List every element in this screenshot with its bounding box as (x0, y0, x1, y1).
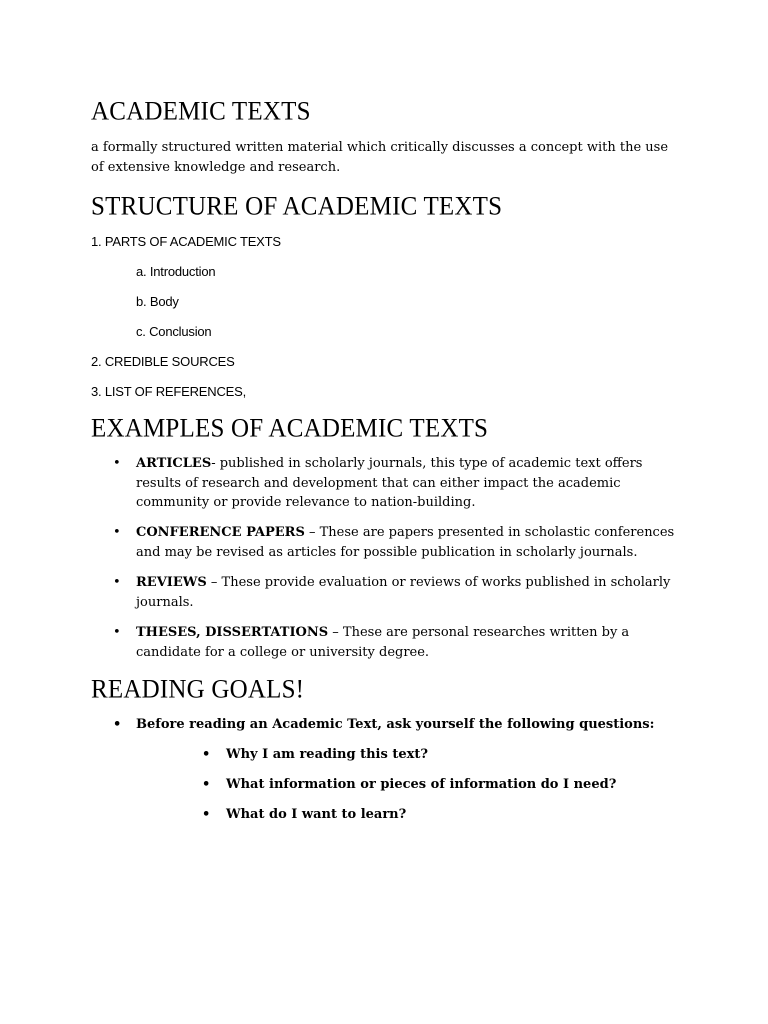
bullet-icon: • (113, 625, 121, 640)
structure-sub-a: a. Introduction (136, 264, 216, 279)
definition-paragraph: a formally structured written material which critically discusses a concept with the use of extensive knowledge and research. (91, 140, 669, 175)
bullet-icon: • (202, 747, 211, 762)
example-item-reviews (113, 573, 683, 612)
bullet-icon: • (202, 807, 211, 822)
question-text: Why I am reading this text? (226, 747, 428, 762)
example-item-articles (113, 454, 683, 513)
question-item (202, 775, 768, 795)
bullet-icon: • (113, 456, 121, 471)
document-page (91, 0, 681, 1024)
example-text: – These provide evaluation or reviews of works published in scholarly journals. (136, 575, 671, 610)
example-text: – These are personal researches written by a candidate for a college or university degree. (136, 625, 630, 660)
example-text: – These are papers presented in scholastic conferences and may be revised as articles for possible publication in scholarly journals. (136, 525, 675, 560)
bullet-icon: • (113, 575, 121, 590)
structure-item-3: 3. LIST OF REFERENCES, (91, 384, 247, 399)
example-term: REVIEWS (136, 575, 207, 590)
example-term: ARTICLES (136, 456, 212, 471)
heading-structure: STRUCTURE OF ACADEMIC TEXTS (91, 192, 503, 221)
bullet-icon: • (202, 777, 211, 792)
structure-item-1: 1. PARTS OF ACADEMIC TEXTS (91, 234, 281, 249)
structure-sub-b: b. Body (136, 294, 179, 309)
example-term: CONFERENCE PAPERS (136, 525, 305, 540)
example-text: - published in scholarly journals, this type of academic text offers results of research and development that can either impact the academic community or provide relevance to nation-building. (136, 456, 643, 511)
question-text: What information or pieces of information do I need? (226, 777, 617, 792)
heading-examples: EXAMPLES OF ACADEMIC TEXTS (91, 414, 489, 443)
question-item (202, 805, 768, 825)
bullet-icon: • (113, 525, 121, 540)
example-term: THESES, DISSERTATIONS (136, 625, 329, 640)
reading-goals-intro-text: Before reading an Academic Text, ask yourself the following questions: (136, 717, 655, 732)
question-text: What do I want to learn? (226, 807, 407, 822)
structure-item-2: 2. CREDIBLE SOURCES (91, 354, 235, 369)
reading-goals-intro (113, 715, 683, 735)
example-item-conference-papers (113, 523, 683, 562)
heading-reading-goals: READING GOALS! (91, 675, 305, 704)
structure-sub-c: c. Conclusion (136, 324, 212, 339)
question-item (202, 745, 768, 765)
example-item-theses (113, 623, 683, 662)
bullet-icon: • (113, 717, 122, 732)
heading-academic-texts: ACADEMIC TEXTS (91, 97, 311, 126)
